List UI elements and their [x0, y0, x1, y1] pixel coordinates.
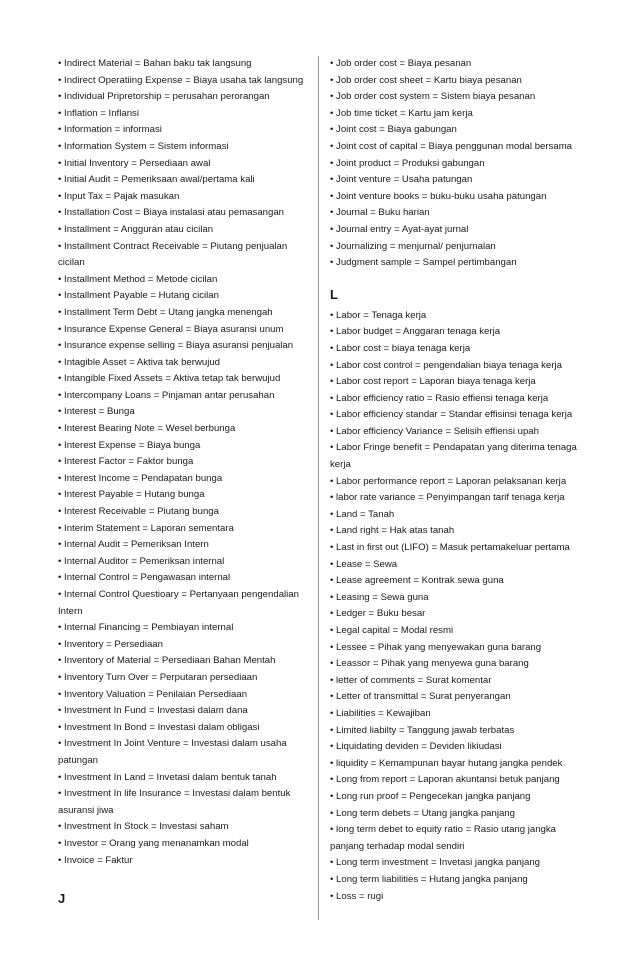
glossary-entry: • Indirect Operatiing Expense = Biaya usaha tak langsung	[58, 74, 304, 86]
glossary-entry: • Installment = Angguran atau cicilan	[58, 223, 214, 235]
glossary-entry: • Interest = Bunga	[58, 406, 135, 418]
glossary-entry: • Joint product = Produksi gabungan	[330, 157, 485, 169]
glossary-entry: • Labor = Tenaga kerja	[330, 309, 427, 321]
glossary-entry: • Labor performance report = Laporan pelaksanan kerja	[330, 475, 567, 487]
glossary-entry: • Labor efficiency Variance = Selisih effiensi upah	[330, 425, 539, 437]
glossary-entry: • Invoice = Faktur	[58, 854, 133, 866]
right-glossary-list-j	[330, 56, 580, 272]
glossary-entry: • Investment In Land = Invetasi dalam bentuk tanah	[58, 771, 277, 783]
glossary-entry: • Internal Financing = Pembiayan internal	[58, 622, 234, 634]
glossary-entry: • Investment In Fund = Investasi dalam dana	[58, 705, 248, 717]
glossary-entry: • Labor cost control = pengendalian biaya tenaga kerja	[330, 359, 562, 371]
glossary-entry: • Job order cost system = Sistem biaya pesanan	[330, 91, 536, 103]
glossary-entry: • Interim Statement = Laporan sementara	[58, 522, 234, 534]
glossary-entry: • Lease agreement = Kontrak sewa guna	[330, 575, 504, 587]
glossary-entry: • Internal Audit = Pemeriksan Intern	[58, 539, 209, 551]
glossary-entry: • long term debet to equity ratio = Rasio utang jangka panjang terhadap modal sendiri	[330, 824, 557, 852]
glossary-entry: • Labor Fringe benefit = Pendapatan yang diterima tenaga kerja	[330, 442, 577, 471]
glossary-entry: • Land = Tanah	[330, 508, 395, 520]
glossary-entry: • Job time ticket = Kartu jam kerja	[330, 107, 473, 119]
glossary-entry: • Installment Payable = Hutang cicilan	[58, 290, 219, 302]
glossary-entry: • Journal entry = Ayat-ayat jurnal	[330, 223, 469, 235]
glossary-entry: • Installment Contract Receivable = Piutang penjualan cicilan	[58, 240, 288, 269]
glossary-entry: • Job order cost = Biaya pesanan	[330, 58, 472, 69]
glossary-entry: • Internal Auditor = Pemeriksan internal	[58, 555, 225, 567]
glossary-entry: • Labor efficiency standar = Standar effisinsi tenaga kerja	[330, 409, 573, 421]
glossary-entry: • liquidity = Kemampunan bayar hutang jangka pendek	[330, 757, 563, 769]
glossary-entry: • Interest Factor = Faktor bunga	[58, 456, 194, 468]
glossary-entry: • Information System = Sistem informasi	[58, 140, 229, 152]
left-glossary-list	[58, 56, 308, 869]
glossary-entry: • Investment In life Insurance = Investasi dalam bentuk asuransi jiwa	[58, 788, 291, 816]
glossary-entry: • Joint venture books = buku-buku usaha patungan	[330, 190, 547, 202]
glossary-entry: • Legal capital = Modal resmi	[330, 625, 454, 636]
glossary-entry: • Installation Cost = Biaya instalasi atau pemasangan	[58, 207, 285, 219]
glossary-entry: • Interest Receivable = Piutang bunga	[58, 506, 219, 518]
glossary-entry: • Letter of transmittal = Surat penyerangan	[330, 691, 511, 703]
glossary-entry: • Investment In Joint Venture = Investasi dalam usaha patungan	[58, 738, 287, 766]
glossary-entry: • Labor budget = Anggaran tenaga kerja	[330, 326, 501, 338]
glossary-entry: • Inventory Valuation = Penilaian Persediaan	[58, 688, 248, 700]
glossary-entry: • Labor cost = biaya tenaga kerja	[330, 342, 471, 354]
glossary-entry: • Indirect Material = Bahan baku tak langsung	[58, 58, 252, 69]
glossary-entry: • Leassor = Pihak yang menyewa guna barang	[330, 658, 529, 670]
glossary-entry: • Information = informasi	[58, 124, 162, 136]
glossary-entry: • Journalizing = menjurnal/ penjurnalan	[330, 240, 496, 252]
glossary-entry: • Job order cost sheet = Kartu biaya pesanan	[330, 74, 522, 86]
glossary-entry: • Installment Method = Metode cicilan	[58, 273, 218, 285]
glossary-entry: • Interest Bearing Note = Wesel berbunga	[58, 423, 236, 435]
glossary-entry: • Joint cost = Biaya gabungan	[330, 124, 457, 136]
glossary-entry: • Investment In Bond = Investasi dalam obligasi	[58, 721, 260, 733]
glossary-entry: • Investor = Orang yang menanamkan modal	[58, 837, 249, 849]
glossary-entry: • letter of comments = Surat komentar	[330, 674, 492, 686]
glossary-entry: • Inventory = Persediaan	[58, 638, 163, 650]
glossary-entry: • Leasing = Sewa guna	[330, 591, 429, 603]
glossary-entry: • Limited liabilty = Tanggung jawab terbatas	[330, 724, 515, 736]
glossary-entry: • Joint venture = Usaha patungan	[330, 174, 473, 186]
glossary-entry: • Liabilities = Kewajiban	[330, 707, 431, 719]
glossary-entry: • Initial Inventory = Persediaan awal	[58, 157, 211, 169]
glossary-entry: • Lease = Sewa	[330, 558, 398, 570]
section-heading-l: L	[330, 286, 338, 302]
glossary-entry: • Intercompany Loans = Pinjaman antar perusahan	[58, 389, 275, 401]
glossary-entry: • Internal Control = Pengawasan internal	[58, 572, 231, 584]
column-divider	[318, 56, 319, 920]
glossary-entry: • Insurance Expense General = Biaya asuransi unum	[58, 323, 284, 335]
glossary-entry: • Ledger = Buku besar	[330, 608, 426, 620]
glossary-entry: • Interest Payable = Hutang bunga	[58, 489, 205, 501]
section-heading-j: J	[58, 891, 66, 907]
glossary-entry: • Labor cost report = Laporan biaya tenaga kerja	[330, 376, 536, 388]
glossary-entry: • Installment Term Debt = Utang jangka menengah	[58, 306, 273, 318]
glossary-entry: • Individual Pripretorship = perusahan perorangan	[58, 91, 270, 103]
glossary-entry: • Long run proof = Pengecekan jangka panjang	[330, 790, 531, 802]
glossary-entry: • Joint cost of capital = Biaya penggunan modal bersama	[330, 140, 573, 152]
glossary-entry: • Last in first out (LIFO) = Masuk pertamakeluar pertama	[330, 542, 570, 554]
glossary-entry: • Long from report = Laporan akuntansi betuk panjang	[330, 774, 560, 786]
glossary-entry: • Journal = Buku harian	[330, 207, 430, 219]
right-column	[330, 56, 580, 905]
glossary-entry: • Labor efficiency ratio = Rasio effiensi tenaga kerja	[330, 392, 549, 404]
left-column	[58, 56, 308, 912]
glossary-entry: • Long term liabilities = Hutang jangka panjang	[330, 873, 528, 885]
glossary-entry: • Interest Income = Pendapatan bunga	[58, 472, 223, 484]
glossary-entry: • Intagible Asset = Aktiva tak berwujud	[58, 356, 221, 368]
glossary-entry: • Long term investment = Invetasi jangka panjang	[330, 857, 541, 869]
glossary-entry: • Long term debets = Utang jangka panjang	[330, 807, 515, 819]
glossary-entry: • labor rate variance = Penyimpangan tarif tenaga kerja	[330, 492, 565, 504]
glossary-entry: • Investment In Stock = Investasi saham	[58, 821, 229, 833]
glossary-entry: • Liquidating deviden = Deviden likiudasi	[330, 741, 502, 753]
glossary-entry: • Lessee = Pihak yang menyewakan guna barang	[330, 641, 542, 653]
right-glossary-list-l	[330, 308, 580, 905]
glossary-entry: • Land right = Hak atas tanah	[330, 525, 455, 537]
glossary-entry: • Inflation = Inflansi	[58, 107, 139, 119]
glossary-entry: • Inventory Turn Over = Perputaran persediaan	[58, 671, 258, 683]
glossary-entry: • Interest Expense = Biaya bunga	[58, 439, 201, 451]
glossary-entry: • Input Tax = Pajak masukan	[58, 190, 180, 202]
glossary-entry: • Inventory of Material = Persediaan Bahan Mentah	[58, 655, 276, 667]
glossary-entry: • Judgment sample = Sampel pertimbangan	[330, 257, 517, 269]
glossary-entry: • Insurance expense selling = Biaya asuransi penjualan	[58, 340, 294, 352]
glossary-entry: • Intangible Fixed Assets = Aktiva tetap tak berwujud	[58, 373, 281, 385]
glossary-entry: • Loss = rugi	[330, 890, 384, 902]
glossary-entry: • Initial Audit = Pemeriksaan awal/pertama kali	[58, 174, 255, 186]
glossary-entry: • Internal Control Questioary = Pertanyaan pengendalian Intern	[58, 589, 299, 617]
